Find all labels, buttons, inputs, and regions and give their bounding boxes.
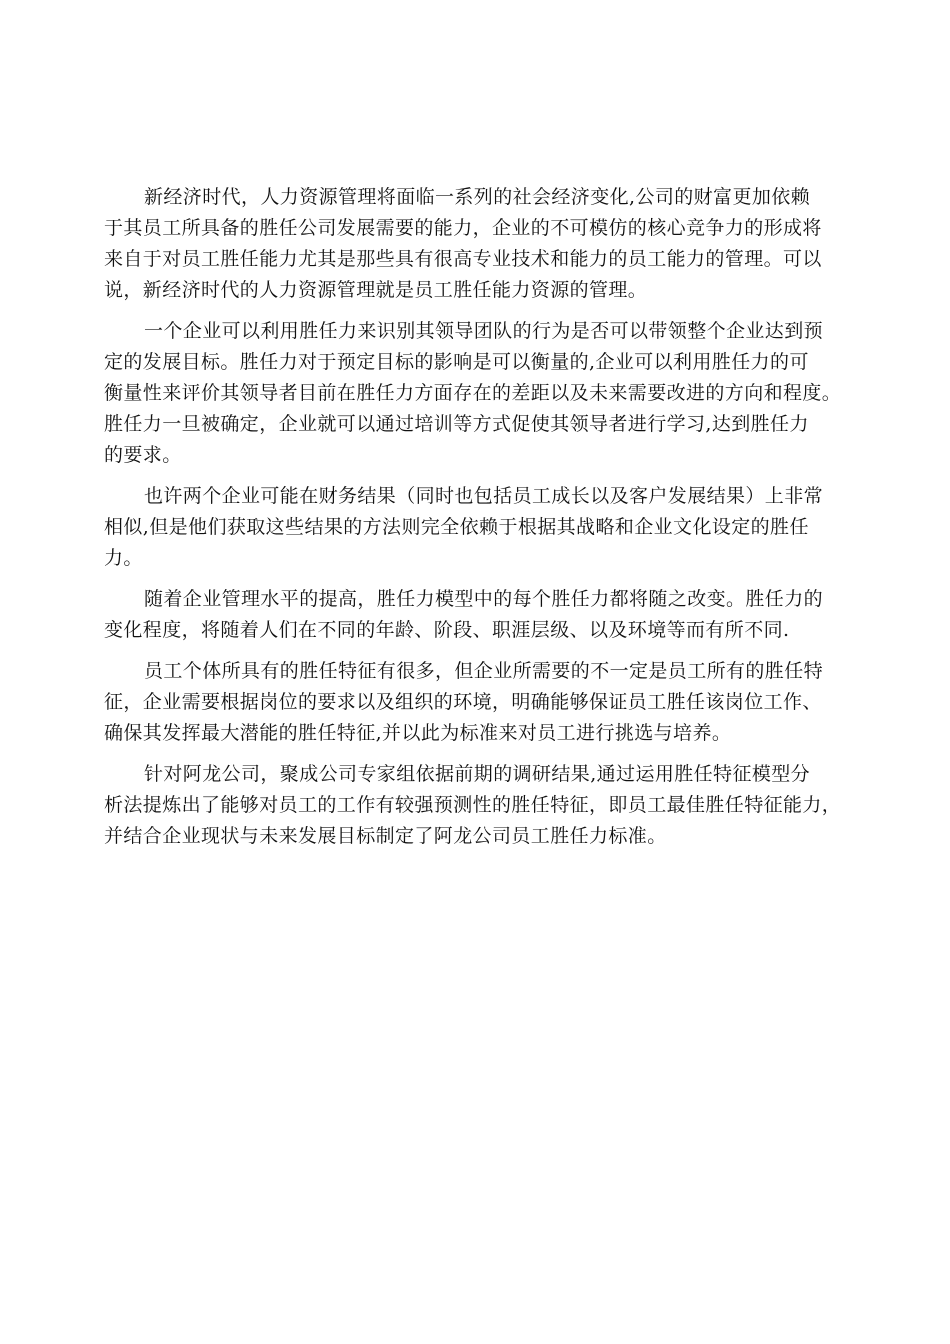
text-line: 新经济时代，人力资源管理将面临一系列的社会经济变化,公司的财富更加依赖: [144, 186, 811, 208]
text-line: 定的发展目标。胜任力对于预定目标的影响是可以衡量的,企业可以利用胜任力的可: [104, 351, 809, 373]
paragraph-3: [104, 481, 864, 574]
text-line: 确保其发挥最大潜能的胜任特征,并以此为标准来对员工进行挑选与培养。: [104, 722, 732, 744]
text-line: 随着企业管理水平的提高，胜任力模型中的每个胜任力都将随之改变。胜任力的: [144, 588, 824, 610]
text-line: 针对阿龙公司，聚成公司专家组依据前期的调研结果,通过运用胜任特征模型分: [144, 763, 811, 785]
text-line: 析法提炼出了能够对员工的工作有较强预测性的胜任特征，即员工最佳胜任特征能力，: [104, 794, 842, 816]
paragraph-6: [104, 759, 864, 852]
paragraph-2: [104, 316, 864, 471]
text-line: 征，企业需要根据岗位的要求以及组织的环境，明确能够保证员工胜任该岗位工作、: [104, 691, 822, 713]
text-line: 并结合企业现状与未来发展目标制定了阿龙公司员工胜任力标准。: [104, 825, 667, 847]
text-line: 于其员工所具备的胜任公司发展需要的能力，企业的不可模仿的核心竞争力的形成将: [104, 217, 822, 239]
text-line: 员工个体所具有的胜任特征有很多，但企业所需要的不一定是员工所有的胜任特: [144, 660, 824, 682]
text-line: 相似,但是他们获取这些结果的方法则完全依赖于根据其战略和企业文化设定的胜任: [104, 516, 809, 538]
text-line: 说，新经济时代的人力资源管理就是员工胜任能力资源的管理。: [104, 279, 648, 301]
text-line: 一个企业可以利用胜任力来识别其领导团队的行为是否可以带领整个企业达到预: [144, 320, 824, 342]
text-line: 胜任力一旦被确定，企业就可以通过培训等方式促使其领导者进行学习,达到胜任力: [104, 413, 809, 435]
text-line: 来自于对员工胜任能力尤其是那些具有很高专业技术和能力的员工能力的管理。可以: [104, 248, 822, 270]
text-line: 力。: [104, 547, 143, 569]
paragraph-1: [104, 182, 864, 306]
document-body: [104, 182, 864, 862]
paragraph-4: [104, 584, 864, 646]
text-line: 变化程度，将随着人们在不同的年龄、阶段、职涯层级、以及环境等而有所不同.: [104, 619, 790, 641]
text-line: 也许两个企业可能在财务结果（同时也包括员工成长以及客户发展结果）上非常: [144, 485, 824, 507]
text-line: 的要求。: [104, 444, 182, 466]
paragraph-5: [104, 656, 864, 749]
text-line: 衡量性来评价其领导者目前在胜任力方面存在的差距以及未来需要改进的方向和程度。: [104, 382, 842, 404]
